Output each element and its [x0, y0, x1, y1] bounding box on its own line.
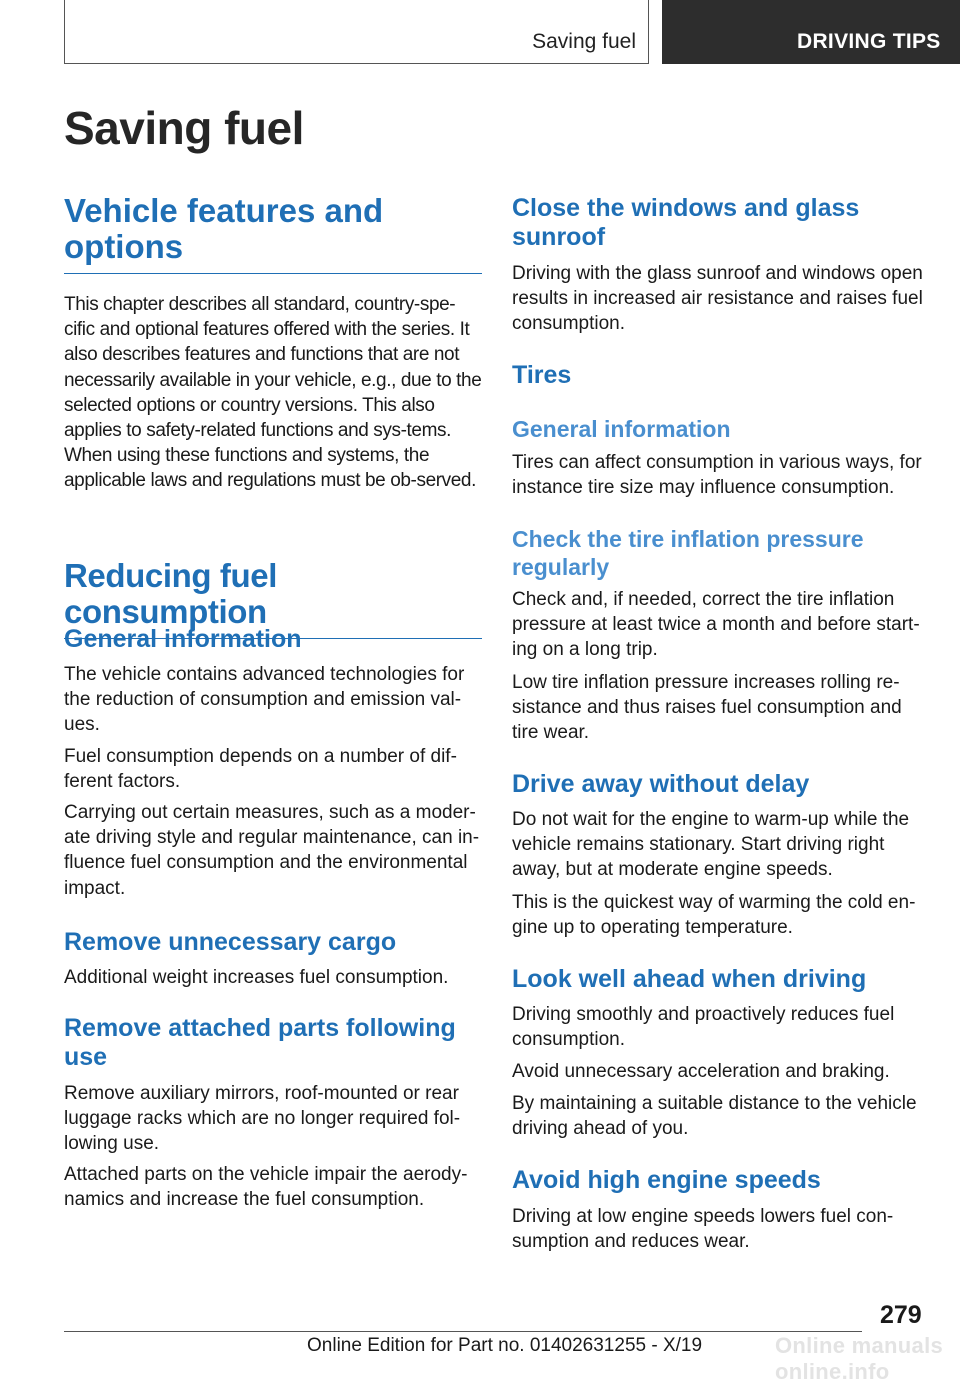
section-heading: Reducing fuel consumption [64, 558, 482, 639]
header-section-title: Saving fuel [532, 30, 636, 53]
subsection-heading: Remove attached parts following use [64, 1014, 456, 1071]
subsection-heading: Avoid high engine speeds [512, 1166, 821, 1194]
body-paragraph: Remove auxiliary mirrors, roof-mounted or rear luggage racks which are no longer required fol-lowing use. [64, 1083, 461, 1155]
body-paragraph: Low tire inflation pressure increases rolling re-sistance and thus raises fuel consumption and tire wear. [512, 672, 902, 744]
subsection-heading: Look well ahead when driving [512, 965, 867, 993]
body-paragraph: Tires can affect consumption in various ways, for instance tire size may influence consumption. [512, 452, 922, 499]
body-paragraph: The vehicle contains advanced technologies for the reduction of consumption and emission val-ues. [64, 664, 465, 736]
minor-heading: General information [512, 416, 731, 442]
running-header [64, 0, 649, 64]
body-paragraph: This is the quickest way of warming the cold en-gine up to operating temperature. [512, 892, 916, 939]
minor-heading: Check the tire inflation pressure regularly [512, 526, 864, 580]
page-title: Saving fuel [64, 102, 304, 154]
footer-edition: Online Edition for Part no. 01402631255 - X/19 [307, 1335, 703, 1356]
subsection-heading: Remove unnecessary cargo [64, 928, 397, 956]
body-paragraph: This chapter describes all standard, country-spe-cific and optional features offered with the series. It also describes features and functions that are not necessarily available in your vehicle, e.g., due to the selected options or country versions. This also applies to safety-related functions and sys-tems. When using these functions and systems, the applicable laws and regulations must be ob-served. [64, 294, 482, 492]
subsection-heading: Drive away without delay [512, 770, 810, 798]
subsection-heading: Close the windows and glass sunroof [512, 194, 860, 251]
body-paragraph: Carrying out certain measures, such as a moder-ate driving style and regular maintenance, can in-fluence fuel consumption and the environmental impact. [64, 802, 480, 899]
chapter-tab: DRIVING TIPS [662, 0, 960, 64]
section-heading: Vehicle features and options [64, 193, 482, 274]
body-paragraph: Additional weight increases fuel consumption. [64, 967, 449, 988]
body-paragraph: Avoid unnecessary acceleration and braking. [512, 1061, 890, 1082]
subsection-heading: General information [64, 625, 302, 653]
page-number: 279 [880, 1301, 922, 1329]
body-paragraph: Driving at low engine speeds lowers fuel con-sumption and reduces wear. [512, 1206, 894, 1253]
body-paragraph: Do not wait for the engine to warm-up while the vehicle remains stationary. Start driving right away, but at moderate engine speeds. [512, 809, 910, 881]
body-paragraph: Driving smoothly and proactively reduces fuel consumption. [512, 1004, 895, 1051]
body-paragraph: Check and, if needed, correct the tire inflation pressure at least twice a month and before start-ing on a long trip. [512, 589, 920, 661]
body-paragraph: Attached parts on the vehicle impair the aerody-namics and increase the fuel consumption. [64, 1164, 468, 1211]
body-paragraph: Driving with the glass sunroof and windows open results in increased air resistance and raises fuel consumption. [512, 263, 923, 335]
body-paragraph: By maintaining a suitable distance to the vehicle driving ahead of you. [512, 1093, 917, 1140]
subsection-heading: Tires [512, 361, 572, 389]
body-paragraph: Fuel consumption depends on a number of dif-ferent factors. [64, 746, 457, 793]
footer-divider [64, 1331, 862, 1332]
footer-watermark: Online manuals online.info [775, 1333, 944, 1384]
